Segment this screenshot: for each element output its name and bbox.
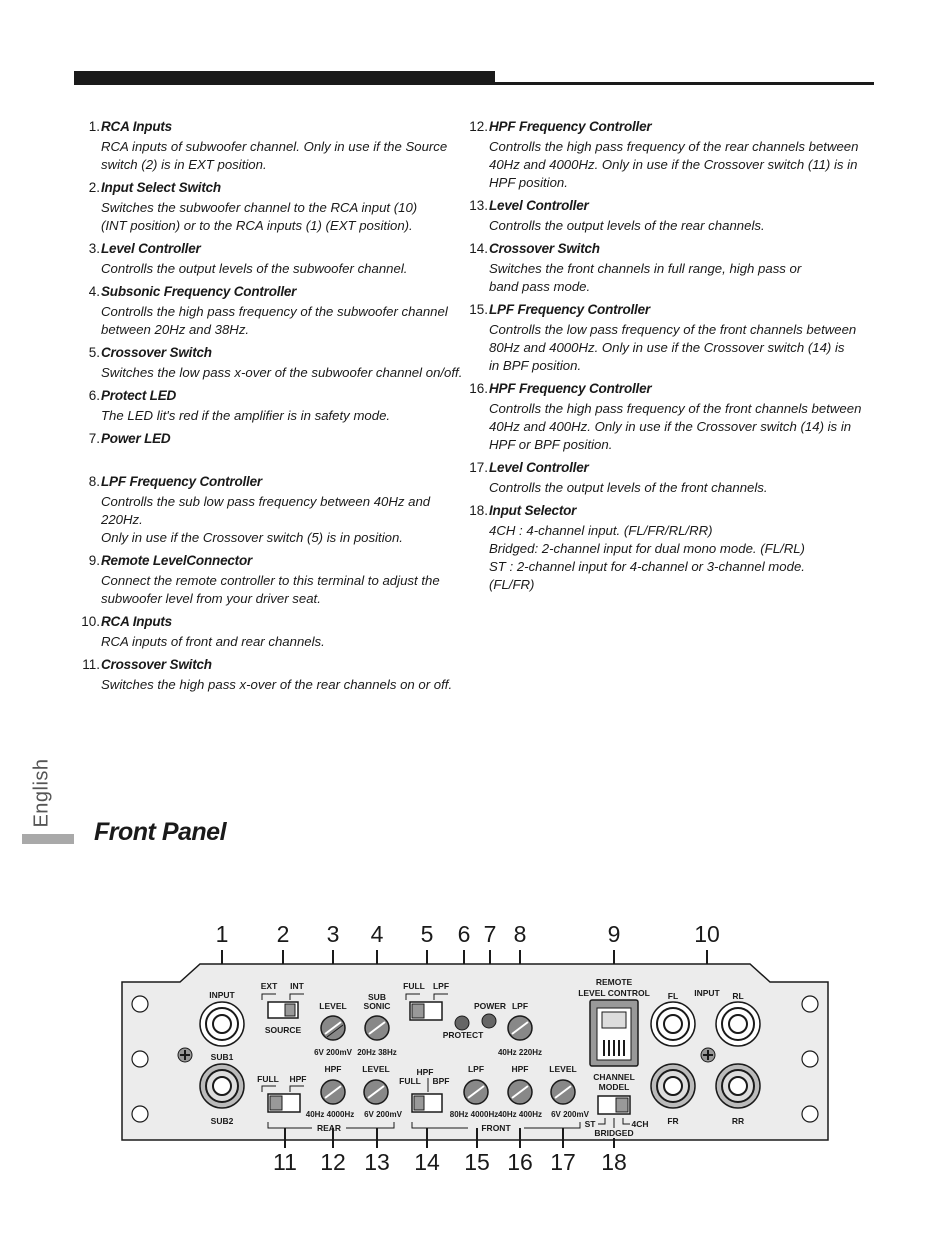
- item-description: [101, 363, 470, 382]
- item-title: RCA Inputs: [101, 119, 172, 134]
- item-description: [101, 492, 470, 547]
- callout-3: 3: [326, 921, 340, 947]
- feature-item: [80, 116, 470, 174]
- feature-item: [468, 238, 878, 296]
- description-line: Controlls the output levels of the front channels.: [489, 480, 768, 495]
- callout-11: 11: [273, 1149, 297, 1175]
- feature-item: [80, 342, 470, 382]
- svg-text:6V 200mV: 6V 200mV: [364, 1110, 402, 1119]
- level-knob: [321, 1016, 345, 1040]
- item-number: 4.: [88, 284, 100, 299]
- front-panel-diagram: [0, 900, 950, 1190]
- svg-text:FRONT: FRONT: [481, 1123, 511, 1133]
- svg-text:HPF: HPF: [289, 1074, 307, 1084]
- svg-text:RR: RR: [731, 1116, 745, 1126]
- right-column: [468, 116, 878, 597]
- description-line: Only in use if the Crossover switch (5) is in position.: [101, 530, 403, 545]
- item-description: [101, 137, 470, 174]
- item-title: HPF Frequency Controller: [489, 381, 652, 396]
- feature-item: [80, 238, 470, 278]
- description-line: RCA inputs of subwoofer channel. Only in use if the Source: [101, 139, 448, 154]
- svg-text:FR: FR: [667, 1116, 679, 1126]
- svg-text:CHANNEL: CHANNEL: [593, 1072, 635, 1082]
- screw-icon: [701, 1048, 715, 1062]
- rca-jack-fr: [651, 1064, 695, 1108]
- description-line: Controlls the sub low pass frequency between 40Hz and 220Hz.: [101, 494, 431, 527]
- item-title: Crossover Switch: [101, 345, 212, 360]
- item-number: 18.: [469, 503, 488, 518]
- item-title: RCA Inputs: [101, 614, 172, 629]
- svg-text:FULL: FULL: [403, 981, 425, 991]
- item-description: [101, 198, 470, 235]
- svg-text:EXT: EXT: [260, 981, 278, 991]
- feature-item: [80, 550, 470, 608]
- description-line: Bridged: 2-channel input for dual mono mode. (FL/RL): [489, 541, 805, 556]
- feature-item: [80, 428, 470, 468]
- rear-hpf-knob: [321, 1080, 345, 1104]
- item-description: [101, 259, 470, 278]
- item-description: [101, 406, 470, 425]
- feature-item: [80, 611, 470, 651]
- item-title: Power LED: [101, 431, 171, 446]
- svg-text:LPF: LPF: [511, 1001, 529, 1011]
- power-led: [482, 1014, 496, 1028]
- rca-jack-sub2: [200, 1064, 244, 1108]
- item-number: 10.: [81, 614, 100, 629]
- description-line: Switches the low pass x-over of the subwoofer channel on/off.: [101, 365, 463, 380]
- mount-hole: [132, 1106, 148, 1122]
- item-description: [489, 137, 878, 192]
- callout-1: 1: [215, 921, 229, 947]
- svg-text:INPUT: INPUT: [209, 990, 235, 1000]
- item-title: Level Controller: [101, 241, 201, 256]
- item-description: [489, 320, 878, 375]
- item-number: 13.: [469, 198, 488, 213]
- item-number: 15.: [469, 302, 488, 317]
- callout-6: 6: [457, 921, 471, 947]
- callout-12: 12: [320, 1149, 346, 1175]
- rca-jack-sub1: [200, 1002, 244, 1046]
- description-line: Controlls the low pass frequency of the front channels between: [489, 322, 857, 337]
- svg-text:POWER: POWER: [473, 1001, 507, 1011]
- item-title: Crossover Switch: [101, 657, 212, 672]
- svg-text:FULL: FULL: [399, 1076, 421, 1086]
- mount-hole: [802, 1051, 818, 1067]
- item-number: 7.: [88, 431, 100, 446]
- item-title: Remote LevelConnector: [101, 553, 253, 568]
- feature-item: [80, 177, 470, 235]
- item-title: Subsonic Frequency Controller: [101, 284, 297, 299]
- feature-item: [468, 116, 878, 192]
- description-line: HPF or BPF position.: [489, 437, 613, 452]
- rear-level-knob: [364, 1080, 388, 1104]
- svg-text:SUB2: SUB2: [210, 1116, 234, 1126]
- item-description: [489, 399, 878, 454]
- item-title: HPF Frequency Controller: [489, 119, 652, 134]
- rca-jack-rl: [716, 1002, 760, 1046]
- feature-item: [80, 281, 470, 339]
- description-line: ST : 2-channel input for 4-channel or 3-channel mode.: [489, 559, 805, 574]
- item-description: [489, 521, 878, 594]
- callout-17: 17: [550, 1149, 576, 1175]
- feature-item: [80, 385, 470, 425]
- item-description: [101, 675, 470, 694]
- description-line: HPF position.: [489, 175, 568, 190]
- item-number: 2.: [88, 180, 100, 195]
- svg-text:HPF: HPF: [416, 1067, 434, 1077]
- description-line: Switches the subwoofer channel to the RCA input (10): [101, 200, 418, 215]
- item-description: [101, 632, 470, 651]
- item-number: 5.: [88, 345, 100, 360]
- svg-text:FULL: FULL: [257, 1074, 279, 1084]
- item-number: 9.: [88, 553, 100, 568]
- item-number: 6.: [88, 388, 100, 403]
- header-rule-thick: [74, 71, 495, 85]
- description-line: The LED lit's red if the amplifier is in safety mode.: [101, 408, 391, 423]
- svg-text:HPF: HPF: [324, 1064, 342, 1074]
- description-line: 4CH : 4-channel input. (FL/FR/RL/RR): [489, 523, 713, 538]
- callout-8: 8: [513, 921, 527, 947]
- callout-9: 9: [607, 921, 621, 947]
- description-line: between 20Hz and 38Hz.: [101, 322, 250, 337]
- front-lpf-knob: [464, 1080, 488, 1104]
- feature-item: [468, 195, 878, 235]
- mount-hole: [132, 996, 148, 1012]
- svg-text:REAR: REAR: [316, 1123, 342, 1133]
- left-column: [80, 116, 470, 697]
- mount-hole: [132, 1051, 148, 1067]
- item-title: LPF Frequency Controller: [101, 474, 262, 489]
- svg-text:LEVEL: LEVEL: [319, 1001, 347, 1011]
- item-number: 14.: [469, 241, 488, 256]
- callout-16: 16: [507, 1149, 533, 1175]
- description-line: Connect the remote controller to this terminal to adjust the: [101, 573, 440, 588]
- svg-text:LEVEL: LEVEL: [549, 1064, 577, 1074]
- svg-text:20Hz 38Hz: 20Hz 38Hz: [357, 1048, 397, 1057]
- item-title: Crossover Switch: [489, 241, 600, 256]
- description-line: Controlls the output levels of the subwoofer channel.: [101, 261, 408, 276]
- front-level-knob: [551, 1080, 575, 1104]
- feature-item: [80, 654, 470, 694]
- svg-text:HPF: HPF: [511, 1064, 529, 1074]
- svg-text:80Hz 4000Hz: 80Hz 4000Hz: [449, 1110, 499, 1119]
- feature-item: [468, 299, 878, 375]
- item-description: [101, 449, 470, 468]
- svg-text:INT: INT: [290, 981, 304, 991]
- description-line: Controlls the high pass frequency of the subwoofer channel: [101, 304, 448, 319]
- item-title: Protect LED: [101, 388, 177, 403]
- feature-item: [468, 500, 878, 594]
- feature-item: [468, 457, 878, 497]
- svg-text:SUB: SUB: [368, 992, 386, 1002]
- svg-text:SOURCE: SOURCE: [264, 1025, 302, 1035]
- subsonic-knob: [365, 1016, 389, 1040]
- svg-text:FL: FL: [667, 991, 679, 1001]
- svg-text:REMOTE: REMOTE: [595, 977, 633, 987]
- svg-text:SUB1: SUB1: [210, 1052, 234, 1062]
- description-line: switch (2) is in EXT position.: [101, 157, 267, 172]
- item-description: [489, 478, 878, 497]
- description-line: 40Hz and 4000Hz. Only in use if the Crossover switch (11) is in: [489, 157, 858, 172]
- svg-text:LEVEL CONTROL: LEVEL CONTROL: [578, 988, 650, 998]
- sub-lpf-knob: [508, 1016, 532, 1040]
- svg-text:SONIC: SONIC: [363, 1001, 391, 1011]
- section-title: Front Panel: [94, 818, 227, 846]
- description-line: (INT position) or to the RCA inputs (1) (EXT position).: [101, 218, 413, 233]
- svg-text:BRIDGED: BRIDGED: [594, 1128, 634, 1138]
- svg-text:40Hz 4000Hz: 40Hz 4000Hz: [305, 1110, 355, 1119]
- svg-text:INPUT: INPUT: [694, 988, 720, 998]
- item-number: 16.: [469, 381, 488, 396]
- item-description: [489, 259, 878, 296]
- mount-hole: [802, 1106, 818, 1122]
- item-number: 11.: [82, 657, 100, 672]
- item-number: 8.: [88, 474, 100, 489]
- front-hpf-knob: [508, 1080, 532, 1104]
- svg-text:ST: ST: [584, 1119, 596, 1129]
- description-line: Controlls the high pass frequency of the rear channels between: [489, 139, 859, 154]
- svg-text:4CH: 4CH: [631, 1119, 649, 1129]
- svg-text:LEVEL: LEVEL: [362, 1064, 390, 1074]
- description-line: Controlls the output levels of the rear channels.: [489, 218, 765, 233]
- item-number: 3.: [88, 241, 100, 256]
- protect-led: [455, 1016, 469, 1030]
- description-line: 80Hz and 4000Hz. Only in use if the Crossover switch (14) is: [489, 340, 845, 355]
- language-label: English: [30, 758, 53, 828]
- item-title: Level Controller: [489, 460, 589, 475]
- rca-jack-fl: [651, 1002, 695, 1046]
- language-tab-bar: [22, 834, 74, 844]
- item-number: 1.: [88, 119, 100, 134]
- description-line: subwoofer level from your driver seat.: [101, 591, 321, 606]
- item-title: Input Selector: [489, 503, 577, 518]
- item-description: [101, 571, 470, 608]
- description-line: band pass mode.: [489, 279, 591, 294]
- item-description: [101, 302, 470, 339]
- description-line: RCA inputs of front and rear channels.: [101, 634, 325, 649]
- feature-item: [80, 471, 470, 547]
- svg-text:LPF: LPF: [467, 1064, 485, 1074]
- screw-icon: [178, 1048, 192, 1062]
- callout-13: 13: [364, 1149, 390, 1175]
- item-title: Input Select Switch: [101, 180, 221, 195]
- description-line: (FL/FR): [489, 577, 535, 592]
- callout-14: 14: [414, 1149, 440, 1175]
- callout-5: 5: [420, 921, 434, 947]
- description-line: in BPF position.: [489, 358, 582, 373]
- item-number: 17.: [469, 460, 488, 475]
- svg-text:6V 200mV: 6V 200mV: [551, 1110, 589, 1119]
- svg-text:40Hz 400Hz: 40Hz 400Hz: [497, 1110, 543, 1119]
- feature-item: [468, 378, 878, 454]
- item-title: LPF Frequency Controller: [489, 302, 650, 317]
- callout-18: 18: [601, 1149, 627, 1175]
- callout-2: 2: [276, 921, 290, 947]
- description-line: Controlls the high pass frequency of the front channels between: [489, 401, 862, 416]
- svg-text:RL: RL: [732, 991, 744, 1001]
- svg-text:LPF: LPF: [432, 981, 450, 991]
- callout-7: 7: [483, 921, 497, 947]
- description-line: Switches the high pass x-over of the rear channels on or off.: [101, 677, 453, 692]
- svg-text:40Hz 220Hz: 40Hz 220Hz: [497, 1048, 543, 1057]
- svg-text:BPF: BPF: [432, 1076, 450, 1086]
- callout-15: 15: [464, 1149, 490, 1175]
- svg-text:MODEL: MODEL: [598, 1082, 630, 1092]
- svg-text:PROTECT: PROTECT: [442, 1030, 484, 1040]
- item-number: 12.: [469, 119, 488, 134]
- rca-jack-rr: [716, 1064, 760, 1108]
- item-description: [489, 216, 878, 235]
- header-rule-thin: [495, 82, 874, 85]
- description-line: 40Hz and 400Hz. Only in use if the Crossover switch (14) is in: [489, 419, 852, 434]
- callout-4: 4: [370, 921, 384, 947]
- svg-text:6V 200mV: 6V 200mV: [314, 1048, 352, 1057]
- mount-hole: [802, 996, 818, 1012]
- description-line: Switches the front channels in full range, high pass or: [489, 261, 802, 276]
- item-title: Level Controller: [489, 198, 589, 213]
- description-line: [101, 450, 470, 468]
- callout-10: 10: [694, 921, 720, 947]
